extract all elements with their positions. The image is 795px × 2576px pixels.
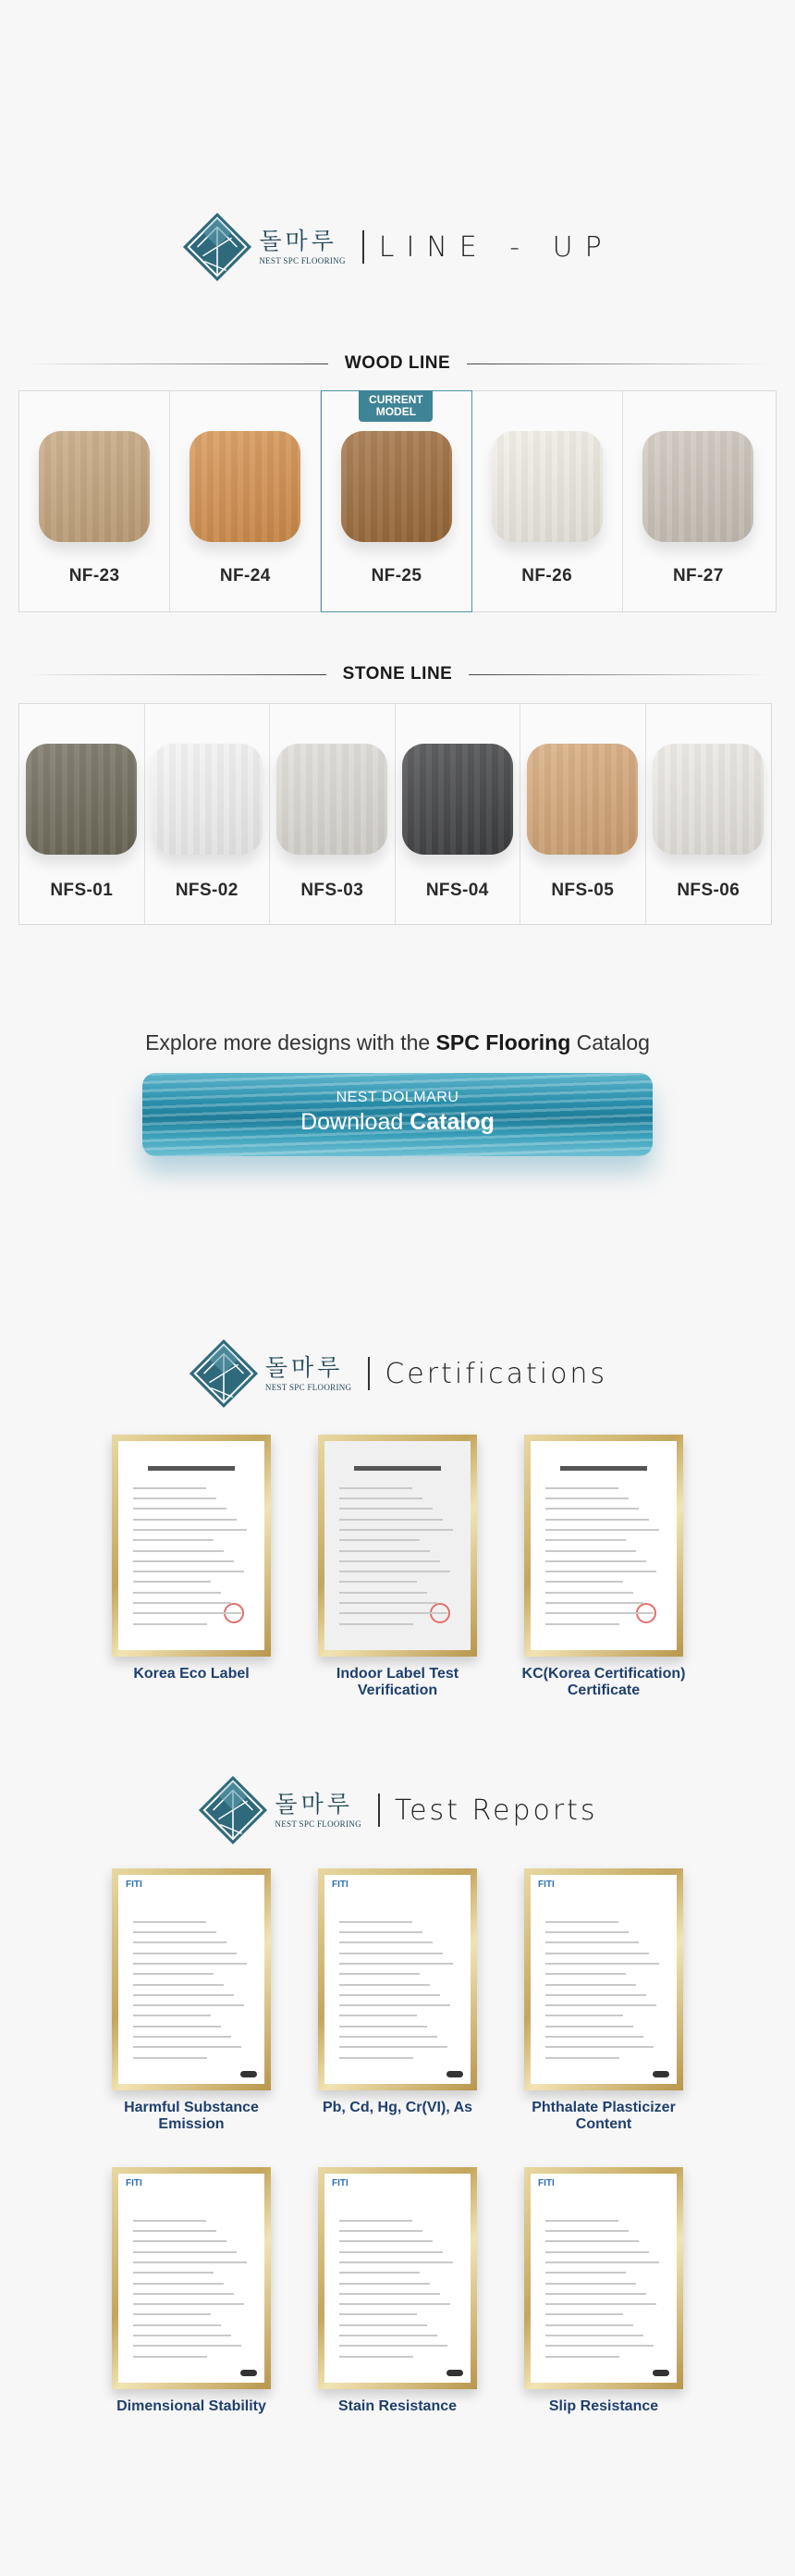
text-line	[339, 1931, 422, 1933]
document-thumbnail	[118, 1441, 264, 1650]
text-line	[133, 2283, 224, 2285]
brand-logotype	[275, 1792, 361, 1829]
text-line	[545, 2303, 656, 2305]
wood-product-card[interactable]	[19, 391, 170, 611]
text-line	[339, 2220, 412, 2222]
test-reports-title: Test Reports	[394, 1793, 598, 1827]
text-line	[133, 2251, 237, 2253]
lineup-brand-header	[0, 211, 795, 283]
fiti-logo: FITI	[332, 2178, 349, 2188]
test-reports-brand-header	[0, 1774, 795, 1846]
text-line	[133, 1487, 206, 1489]
wood-line-heading	[24, 353, 771, 374]
document-caption: Phthalate Plasticizer Content	[532, 2100, 676, 2132]
text-line	[133, 1560, 234, 1562]
text-line	[133, 2220, 206, 2222]
text-line	[545, 1941, 639, 1943]
text-line	[545, 1539, 626, 1541]
text-line	[133, 1953, 237, 1954]
product-code: NFS-05	[551, 881, 615, 900]
text-line	[339, 2046, 447, 2048]
text-line	[339, 2356, 414, 2358]
text-line	[133, 2026, 221, 2028]
text-line	[545, 2036, 643, 2038]
text-line	[545, 2335, 643, 2336]
product-swatch	[190, 431, 300, 542]
document-card[interactable]	[318, 1868, 477, 2116]
text-line	[545, 1602, 643, 1604]
catalog-text-after: Catalog	[570, 1030, 650, 1054]
text-line	[339, 1984, 430, 1986]
gold-frame	[318, 1868, 477, 2090]
text-line	[133, 1508, 226, 1510]
document-card[interactable]	[524, 1868, 683, 2133]
dolmaru-logo-icon	[197, 1774, 269, 1846]
gold-frame	[112, 1868, 271, 2090]
page-marker	[653, 2071, 669, 2077]
text-line	[339, 2036, 437, 2038]
text-line	[133, 1592, 221, 1594]
text-line	[545, 2046, 654, 2048]
text-line	[133, 1963, 247, 1965]
text-line	[133, 1571, 244, 1572]
text-line	[545, 1560, 646, 1562]
document-heading-line	[560, 1466, 648, 1471]
catalog-button-brand: NEST DOLMARU	[336, 1090, 459, 1105]
text-line	[339, 2293, 440, 2295]
dolmaru-logo-icon	[181, 211, 253, 283]
text-line	[339, 1571, 450, 1572]
text-line	[339, 1953, 443, 1954]
text-line	[133, 2230, 216, 2232]
text-line	[133, 1529, 247, 1531]
text-line	[339, 2026, 427, 2028]
text-line	[545, 2015, 623, 2016]
text-line	[339, 1941, 433, 1943]
text-line	[545, 1931, 629, 1933]
text-line	[133, 2015, 211, 2016]
fiti-logo: FITI	[538, 1880, 555, 1890]
product-code: NF-25	[371, 566, 422, 585]
text-line	[339, 2272, 420, 2274]
stone-line-grid	[18, 703, 772, 925]
text-line	[545, 2356, 620, 2358]
product-swatch	[492, 431, 603, 542]
stone-line-label: STONE LINE	[342, 664, 453, 684]
product-code: NFS-02	[175, 881, 238, 900]
text-line	[339, 1592, 427, 1594]
document-caption: Pb, Cd, Hg, Cr(VI), As	[322, 2100, 473, 2115]
document-card[interactable]	[112, 2167, 271, 2415]
text-line	[133, 2036, 231, 2038]
text-line	[133, 1498, 216, 1499]
product-code: NFS-01	[50, 881, 114, 900]
text-line	[133, 2240, 226, 2242]
logo-english-text: NEST SPC FLOORING	[275, 1819, 361, 1829]
fiti-logo: FITI	[126, 1880, 142, 1890]
text-line	[339, 1612, 447, 1614]
text-line	[545, 1487, 618, 1489]
document-card[interactable]	[112, 1435, 271, 1682]
text-line	[133, 1931, 216, 1933]
text-line	[339, 2335, 437, 2336]
text-line	[339, 1487, 412, 1489]
wood-product-card[interactable]	[170, 391, 321, 611]
text-line	[339, 2262, 453, 2263]
product-swatch	[152, 744, 263, 855]
text-line	[133, 2313, 211, 2315]
stone-product-card[interactable]	[520, 704, 646, 924]
product-code: NFS-04	[425, 881, 489, 900]
text-line	[339, 1550, 430, 1552]
text-line	[545, 1973, 626, 1975]
heading-rule-left	[24, 674, 326, 675]
product-code: NFS-03	[300, 881, 364, 900]
text-line	[339, 2015, 417, 2016]
text-line	[545, 1550, 636, 1552]
certifications-brand-header	[0, 1337, 795, 1410]
brand-divider	[362, 230, 364, 264]
text-line	[133, 1602, 231, 1604]
text-line	[545, 2293, 646, 2295]
document-thumbnail	[531, 1875, 677, 2084]
text-line	[545, 2262, 659, 2263]
text-line	[339, 1519, 443, 1521]
stone-line-heading	[24, 664, 771, 684]
text-line	[133, 2335, 231, 2336]
document-thumbnail	[324, 2174, 471, 2383]
catalog-prompt	[0, 1030, 795, 1055]
heading-rule-right	[469, 674, 771, 675]
text-line	[339, 1973, 420, 1975]
text-line	[339, 2004, 450, 2006]
product-swatch	[26, 744, 137, 855]
brand-divider	[378, 1793, 380, 1827]
brand-logotype	[259, 228, 345, 265]
gold-frame	[524, 1868, 683, 2090]
gold-frame	[524, 2167, 683, 2389]
catalog-button-regular: Download	[300, 1109, 410, 1135]
document-caption: Dimensional Stability	[116, 2398, 266, 2414]
text-line	[339, 1529, 453, 1531]
text-line	[133, 2057, 208, 2059]
text-line	[545, 1623, 620, 1625]
fiti-logo: FITI	[332, 1880, 349, 1890]
document-card[interactable]	[524, 2167, 683, 2415]
text-line	[133, 1581, 211, 1583]
lineup-title: LINE - UP	[378, 230, 614, 264]
text-line	[545, 2324, 633, 2326]
brand-logotype	[265, 1355, 351, 1392]
text-line	[545, 2283, 636, 2285]
product-swatch	[527, 744, 638, 855]
text-line	[339, 2345, 447, 2347]
text-line	[545, 2313, 623, 2315]
document-card[interactable]	[318, 2167, 477, 2415]
fiti-logo: FITI	[126, 2178, 142, 2188]
text-line	[133, 1539, 214, 1541]
text-line	[545, 1571, 656, 1572]
dolmaru-logo-icon	[188, 1337, 260, 1410]
text-line	[339, 1539, 420, 1541]
text-line	[545, 1994, 646, 1996]
text-line	[339, 1508, 433, 1510]
text-line	[133, 1994, 234, 1996]
page-marker	[653, 2370, 669, 2376]
document-card[interactable]	[112, 1868, 271, 2133]
stone-product-card[interactable]	[646, 704, 772, 924]
text-line	[133, 1519, 237, 1521]
logo-english-text: NEST SPC FLOORING	[259, 256, 346, 265]
logo-korean-text: 돌마루	[264, 1354, 344, 1381]
text-line	[339, 1994, 440, 1996]
gold-frame	[524, 1435, 683, 1657]
certifications-title: Certifications	[385, 1357, 608, 1390]
text-line	[133, 2004, 244, 2006]
text-line	[133, 1623, 208, 1625]
page-marker	[240, 2071, 257, 2077]
logo-korean-text: 돌마루	[275, 1791, 353, 1818]
document-caption: Slip Resistance	[548, 2398, 659, 2414]
text-line	[339, 2283, 430, 2285]
wood-product-card[interactable]	[623, 391, 774, 611]
text-line	[545, 1963, 659, 1965]
text-line	[545, 1519, 649, 1521]
text-line	[545, 2251, 649, 2253]
text-line	[339, 1602, 437, 1604]
wood-line-label: WOOD LINE	[344, 353, 451, 373]
text-line	[339, 1623, 414, 1625]
logo-english-text: NEST SPC FLOORING	[264, 1383, 352, 1392]
text-line	[545, 2272, 626, 2274]
text-line	[133, 2324, 221, 2326]
document-caption: Indoor Label Test Verification	[336, 1666, 459, 1698]
catalog-button-bold: Catalog	[410, 1109, 495, 1135]
text-line	[545, 2220, 618, 2222]
document-thumbnail	[118, 2174, 264, 2383]
catalog-button-label	[142, 1109, 653, 1136]
text-line	[339, 1921, 412, 1923]
logo-korean-text: 돌마루	[259, 228, 337, 254]
text-line	[545, 1529, 659, 1531]
text-line	[133, 1921, 206, 1923]
text-line	[339, 2240, 433, 2242]
catalog-text-before: Explore more designs with the	[145, 1030, 436, 1054]
text-line	[545, 1612, 654, 1614]
product-code: NF-27	[672, 566, 724, 585]
text-line	[339, 1498, 422, 1499]
gold-frame	[112, 1435, 271, 1657]
text-line	[339, 2324, 427, 2326]
stone-product-card[interactable]	[19, 704, 145, 924]
current-model-badge: CURRENT MODEL	[359, 390, 433, 422]
document-caption: Stain Resistance	[337, 2398, 458, 2414]
document-card[interactable]	[521, 1435, 686, 1699]
text-line	[133, 2303, 244, 2305]
text-line	[133, 1550, 224, 1552]
text-line	[133, 2345, 241, 2347]
stone-product-card[interactable]	[270, 704, 396, 924]
text-line	[133, 2356, 208, 2358]
document-thumbnail	[118, 1875, 264, 2084]
text-line	[545, 2057, 620, 2059]
document-thumbnail	[531, 2174, 677, 2383]
gold-frame	[112, 2167, 271, 2389]
stone-product-card[interactable]	[396, 704, 521, 924]
text-line	[133, 2262, 247, 2263]
text-line	[133, 2046, 241, 2048]
text-line	[545, 2004, 656, 2006]
text-line	[133, 1612, 241, 1614]
text-line	[545, 1498, 629, 1499]
text-line	[545, 2230, 629, 2232]
wood-product-card[interactable]	[321, 390, 471, 612]
product-swatch	[642, 431, 753, 542]
text-line	[545, 1984, 636, 1986]
text-line	[339, 1963, 453, 1965]
product-swatch	[341, 431, 452, 542]
text-line	[133, 1984, 224, 1986]
text-line	[339, 2251, 443, 2253]
text-line	[339, 1560, 440, 1562]
document-heading-line	[148, 1466, 236, 1471]
text-line	[339, 2303, 450, 2305]
product-swatch	[402, 744, 513, 855]
product-code: NFS-06	[677, 881, 740, 900]
text-line	[545, 2240, 639, 2242]
document-thumbnail	[531, 1441, 677, 1650]
text-line	[545, 1953, 649, 1954]
product-code: NF-24	[219, 566, 271, 585]
gold-frame	[318, 1435, 477, 1657]
document-thumbnail	[324, 1875, 471, 2084]
text-line	[339, 2230, 422, 2232]
text-line	[545, 1508, 639, 1510]
stone-product-card[interactable]	[145, 704, 271, 924]
product-swatch	[276, 744, 387, 855]
text-line	[545, 1581, 623, 1583]
wood-line-grid	[18, 390, 777, 612]
text-line	[133, 2293, 234, 2295]
wood-product-card[interactable]	[472, 391, 623, 611]
text-line	[133, 1973, 214, 1975]
catalog-text-bold: SPC Flooring	[435, 1030, 571, 1054]
product-code: NF-23	[68, 566, 120, 585]
page-marker	[446, 2370, 463, 2376]
page-marker	[446, 2071, 463, 2077]
download-catalog-button[interactable]	[142, 1073, 653, 1156]
document-caption: KC(Korea Certification) Certificate	[521, 1666, 686, 1698]
product-code: NF-26	[521, 566, 573, 585]
text-line	[133, 1941, 226, 1943]
text-line	[339, 1581, 417, 1583]
text-line	[545, 1921, 618, 1923]
product-swatch	[653, 744, 764, 855]
page-marker	[240, 2370, 257, 2376]
document-thumbnail	[324, 1441, 471, 1650]
fiti-logo: FITI	[538, 2178, 555, 2188]
text-line	[339, 2313, 417, 2315]
text-line	[133, 2272, 214, 2274]
document-heading-line	[354, 1466, 442, 1471]
gold-frame	[318, 2167, 477, 2389]
text-line	[339, 2057, 414, 2059]
document-caption: Korea Eco Label	[133, 1666, 250, 1682]
document-caption: Harmful Substance Emission	[124, 2100, 259, 2132]
document-card[interactable]	[318, 1435, 477, 1699]
text-line	[545, 2345, 654, 2347]
text-line	[545, 1592, 633, 1594]
brand-divider	[368, 1357, 370, 1390]
text-line	[545, 2026, 633, 2028]
product-swatch	[39, 431, 150, 542]
